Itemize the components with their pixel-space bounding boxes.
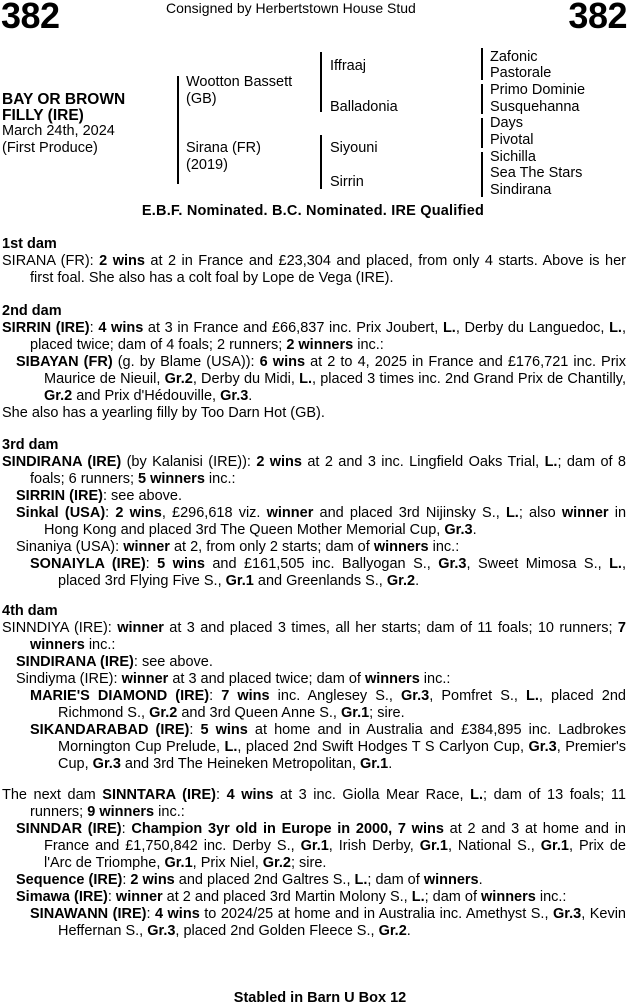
next-dam-section	[2, 787, 626, 940]
pedigree-dam-year: (2019)	[186, 157, 228, 173]
horse-description-2: FILLY (IRE)	[2, 107, 84, 124]
lot-number-right: 382	[568, 0, 627, 36]
third-dam-section	[2, 437, 626, 590]
second-dam-progeny-sibayan: SIBAYAN (FR) (g. by Blame (USA)): 6 wins at 2 to 4, 2025 in France and £176,721 inc. Prix Maurice de Nieuil, Gr.2, Derby du Midi, L., placed 3 times inc. 2nd Grand Prix de Chantilly, Gr.2 and Prix d'Hédouville, Gr.3.	[16, 354, 627, 404]
third-dam-entry: SINDIRANA (IRE) (by Kalanisi (IRE)): 2 wins at 2 and 3 inc. Lingfield Oaks Trial, L.; dam of 8 foals; 6 runners; 5 winners inc.:	[2, 454, 626, 487]
pedigree-sire: Wootton Bassett	[186, 74, 293, 90]
foaling-date: March 24th, 2024	[2, 123, 115, 139]
first-dam-heading: 1st dam	[2, 236, 57, 252]
pedigree-bracket-3a	[481, 48, 483, 80]
next-dam-progeny-simawa: Simawa (IRE): winner at 2 and placed 3rd Martin Molony S., L.; dam of winners inc.:	[16, 889, 567, 905]
pedigree-g3-8: Sindirana	[490, 182, 552, 198]
first-dam-entry: SIRANA (FR): 2 wins at 2 in France and £23,304 and placed, from only 4 starts. Above is her first foal. She also has a colt foal by Lope de Vega (IRE).	[2, 253, 626, 286]
pedigree-g2-1: Balladonia	[330, 99, 398, 115]
pedigree-g3-1: Pastorale	[490, 65, 552, 81]
pedigree-g3-0: Zafonic	[490, 49, 538, 65]
pedigree-dam: Sirana (FR)	[186, 140, 261, 156]
produce-note: (First Produce)	[2, 140, 98, 156]
pedigree-g2-0: Iffraaj	[330, 58, 367, 74]
second-dam-note: She also has a yearling filly by Too Darn Hot (GB).	[2, 405, 325, 421]
third-dam-progeny-sonaiyla: SONAIYLA (IRE): 5 wins and £161,505 inc. Ballyogan S., Gr.3, Sweet Mimosa S., L., placed 3rd Flying Five S., Gr.1 and Greenlands S., Gr.2.	[30, 556, 626, 589]
pedigree-g2-3: Sirrin	[330, 174, 364, 190]
third-dam-progeny-sinkal: Sinkal (USA): 2 wins, £296,618 viz. winner and placed 3rd Nijinsky S., L.; also winner in Hong Kong and placed 3rd The Queen Mother Memorial Cup, Gr.3.	[16, 505, 627, 538]
fourth-dam-progeny-sindiyma: Sindiyma (IRE): winner at 3 and placed twice; dam of winners inc.:	[16, 671, 451, 687]
next-dam-progeny-sequence: Sequence (IRE): 2 wins and placed 2nd Galtres S., L.; dam of winners.	[16, 872, 483, 888]
second-dam-section	[2, 303, 626, 422]
fourth-dam-progeny-sindirana: SINDIRANA (IRE): see above.	[16, 654, 213, 670]
fourth-dam-section	[2, 603, 626, 773]
pedigree-bracket-3c	[481, 118, 483, 148]
second-dam-heading: 2nd dam	[2, 303, 62, 319]
next-dam-entry: The next dam SINNTARA (IRE): 4 wins at 3 inc. Giolla Mear Race, L.; dam of 13 foals; 11 runners; 9 winners inc.:	[2, 787, 626, 820]
pedigree-g3-2: Primo Dominie	[490, 82, 586, 98]
pedigree-sire-country: (GB)	[186, 91, 217, 107]
lot-number-left: 382	[1, 0, 60, 36]
fourth-dam-progeny-sikandarabad: SIKANDARABAD (IRE): 5 wins at home and in Australia and £384,895 inc. Ladbrokes Mornington Cup Prelude, L., placed 2nd Swift Hodges T S Carlyon Cup, Gr.3, Premier's Cup, Gr.3 and 3rd The Heineken Metropolitan, Gr.1.	[30, 722, 626, 772]
pedigree-bracket-3b	[481, 84, 483, 114]
pedigree-bracket-3d	[481, 152, 483, 197]
pedigree-g2-2: Siyouni	[330, 140, 378, 156]
fourth-dam-progeny-maries-diamond: MARIE'S DIAMOND (IRE): 7 wins inc. Anglesey S., Gr.3, Pomfret S., L., placed 2nd Richmond S., Gr.2 and 3rd Queen Anne S., Gr.1; sire.	[30, 688, 626, 721]
pedigree-g3-5: Pivotal	[490, 132, 534, 148]
next-dam-progeny-sinawann: SINAWANN (IRE): 4 wins to 2024/25 at home and in Australia inc. Amethyst S., Gr.3, Kevin Heffernan S., Gr.3, placed 2nd Golden Fleece S., Gr.2.	[30, 906, 626, 939]
third-dam-progeny-sinaniya: Sinaniya (USA): winner at 2, from only 2 starts; dam of winners inc.:	[16, 539, 460, 555]
nominations-line: E.B.F. Nominated. B.C. Nominated. IRE Qualified	[141, 203, 485, 219]
pedigree-g3-7: Sea The Stars	[490, 165, 583, 181]
pedigree-bracket-1	[177, 76, 179, 184]
pedigree-bracket-2b	[320, 135, 322, 189]
fourth-dam-heading: 4th dam	[2, 603, 58, 619]
first-dam-section	[2, 236, 626, 287]
pedigree-g3-6: Sichilla	[490, 149, 536, 165]
horse-description-1: BAY OR BROWN	[2, 91, 126, 108]
pedigree-g3-4: Days	[490, 115, 524, 131]
third-dam-progeny-sirrin: SIRRIN (IRE): see above.	[16, 488, 182, 504]
pedigree-g3-3: Susquehanna	[490, 99, 580, 115]
stabling-info: Stabled in Barn U Box 12	[233, 990, 407, 1006]
second-dam-entry: SIRRIN (IRE): 4 wins at 3 in France and £66,837 inc. Prix Joubert, L., Derby du Languedoc, L., placed twice; dam of 4 foals; 2 runners; 2 winners inc.:	[2, 320, 626, 353]
next-dam-progeny-sinndar: SINNDAR (IRE): Champion 3yr old in Europe in 2000, 7 wins at 2 and 3 at home and in France and £1,750,842 inc. Derby S., Gr.1, Irish Derby, Gr.1, National S., Gr.1, Prix de l'Arc de Triomphe, Gr.1, Prix Niel, Gr.2; sire.	[16, 821, 627, 871]
pedigree-bracket-2a	[320, 52, 322, 112]
third-dam-heading: 3rd dam	[2, 437, 59, 453]
consignor: Consigned by Herbertstown House Stud	[166, 0, 416, 16]
fourth-dam-entry: SINNDIYA (IRE): winner at 3 and placed 3 times, all her starts; dam of 11 foals; 10 runners; 7 winners inc.:	[2, 620, 626, 653]
